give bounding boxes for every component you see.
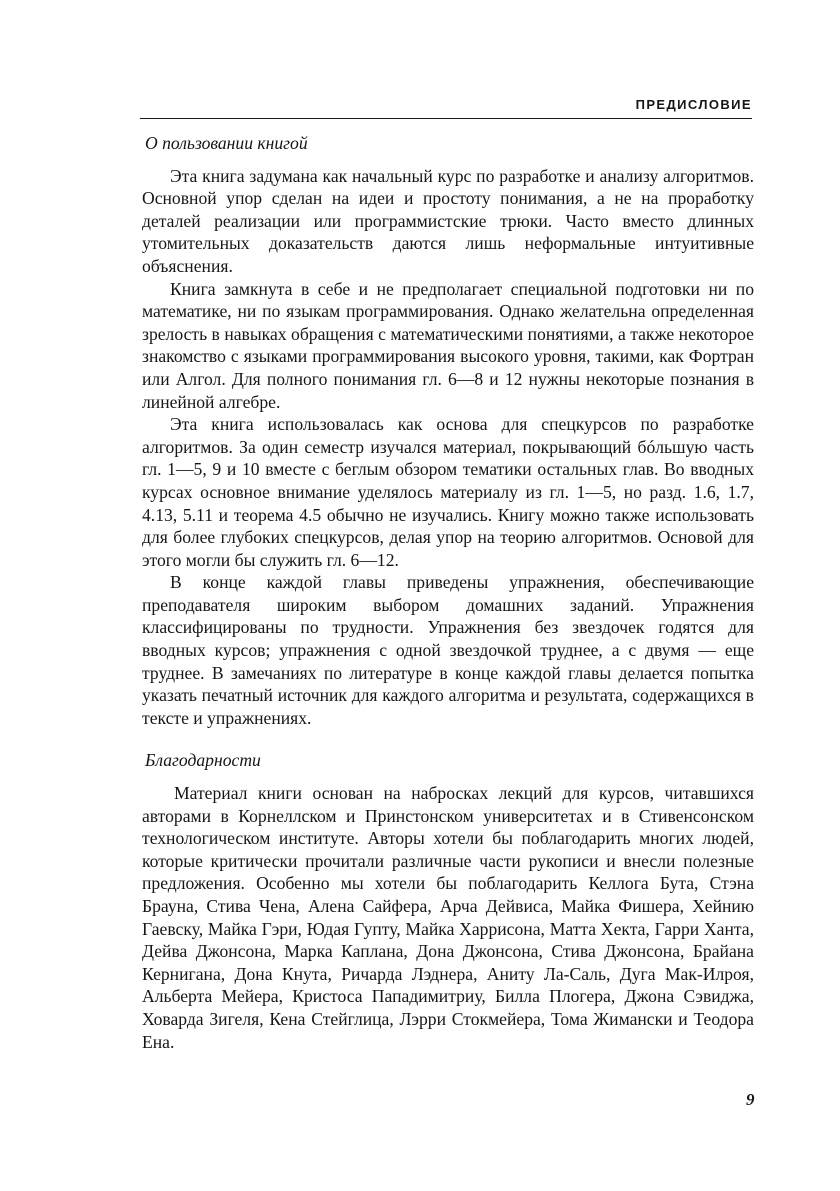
page-number: 9: [746, 1090, 755, 1109]
usage-paragraph-2: Книга замкнута в себе и не предполагает специальной подготовки ни по математике, ни по языкам программирования. Однако желательна определенная зрелость в навыках обращения с математическими понятиями, а также некоторое знакомство с языками программирования высокого уровня, такими, как Фортран или Алгол. Для полного понимания гл. 6—8 и 12 нужны некоторые познания в линейной алгебре.: [142, 278, 754, 412]
usage-paragraph-4: В конце каждой главы приведены упражнения, обеспечивающие преподавателя широким выбором домашних заданий. Упражнения классифицированы по трудности. Упражнения без звездочек годятся для вводных курсов; упражнения с одной звездочкой труднее, а с двумя — еще труднее. В замечаниях по литературе в конце каждой главы делается попытка указать печатный источник для каждого алгоритма и результата, содержащихся в тексте и упражнениях.: [142, 572, 754, 728]
section-title-acknowledgments: Благодарности: [145, 750, 261, 771]
page-body: [142, 132, 754, 1053]
running-head-text: ПРЕДИСЛОВИЕ: [635, 97, 752, 112]
section-title-usage: О пользовании книгой: [145, 133, 308, 153]
usage-paragraph-1: Эта книга задумана как начальный курс по разработке и анализу алгоритмов. Основной упор сделан на идеи и простоту понимания, а не на проработку деталей реализации или программистские трюки. Часто вместо длинных утомительных доказательств даются лишь неформальные интуитивные объяснения.: [142, 165, 754, 276]
usage-paragraph-3: Эта книга использовалась как основа для спецкурсов по разработке алгоритмов. За один семестр изучался материал, покрывающий бóльшую часть гл. 1—5, 9 и 10 вместе с беглым обзором тематики остальных глав. Во вводных курсах основное внимание уделялось материалу из гл. 1—5, но разд. 1.6, 1.7, 4.13, 5.11 и теорема 4.5 обычно не изучались. Книгу можно также использовать для более глубоких спецкурсов, делая упор на теорию алгоритмов. Основой для этого могли бы служить гл. 6—12.: [142, 414, 754, 570]
running-head: [140, 96, 752, 119]
acknowledgments-paragraph: Материал книги основан на набросках лекций для курсов, читавшихся авторами в Корнеллском и Принстонском университетах и в Стивенсонском технологическом институте. Авторы хотели бы поблагодарить многих людей, которые критически прочитали различные части рукописи и внесли полезные предложения. Особенно мы хотели бы поблагодарить Келлога Бута, Стэна Брауна, Стива Чена, Алена Сайфера, Арча Дейвиса, Майка Фишера, Хейнию Гаевску, Майка Гэри, Юдая Гупту, Майка Харрисона, Матта Хекта, Гарри Ханта, Дейва Джонсона, Марка Каплана, Дона Джонсона, Стива Джонсона, Брайана Кернигана, Дона Кнута, Ричарда Лэднера, Аниту Ла-Саль, Дуга Мак-Илроя, Альберта Мейера, Кристоса Пападимитриу, Билла Плогера, Джона Сэвиджа, Ховарда Зигеля, Кена Стейглица, Лэрри Стокмейера, Тома Жимански и Теодора Ена.: [142, 783, 754, 1052]
